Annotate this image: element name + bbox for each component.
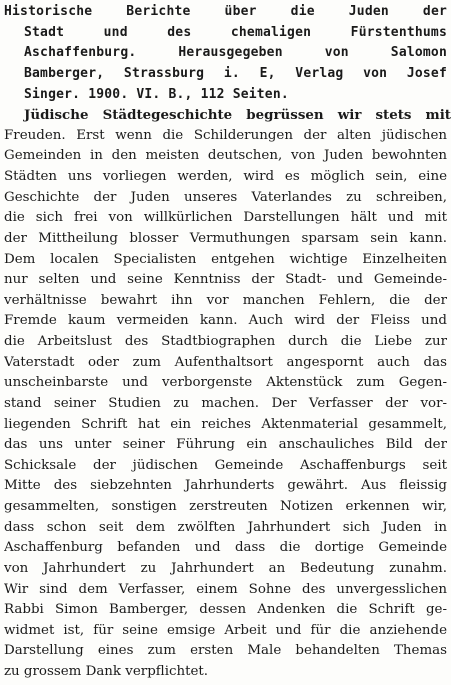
body-line-9: nur selten und seine Kenntniss der Stadt- und Gemeinde- [4, 272, 447, 288]
body-line-1: Jüdische Städtegeschichte begrüssen wir stets mit [24, 107, 451, 124]
body-line-27: Darstellung eines zum ersten Male behandelten Themas [4, 643, 447, 659]
body-line-3: Gemeinden in den meisten deutschen, von Juden bewohnten [4, 148, 447, 164]
body-line-26: widmet ist, für seine emsige Arbeit und für die anziehende [4, 622, 447, 638]
body-line-28: zu grossem Dank verpflichtet. [4, 664, 209, 679]
heading-line-2: Stadt und des chemaligen Fürstenthums [24, 24, 447, 40]
body-line-2: Freuden. Erst wenn die Schilderungen der alten jüdischen [4, 127, 447, 143]
body-line-16: liegenden Schrift hat ein reiches Aktenmaterial gesammelt, [4, 416, 447, 432]
heading-line-5: Singer. 1900. VI. B., 112 Seiten. [24, 86, 289, 102]
heading-line-1: Historische Berichte über die Juden der [4, 4, 447, 19]
body-line-25: Rabbi Simon Bamberger, dessen Andenken die Schrift ge- [4, 602, 447, 618]
body-line-7: der Mittheilung blosser Vermuthungen sparsam sein kann. [4, 230, 447, 246]
body-line-6: die sich frei von willkürlichen Darstellungen hält und mit [4, 210, 447, 226]
body-line-20: gesammelten, sonstigen zerstreuten Notizen erkennen wir, [4, 499, 447, 514]
body-line-11: Fremde kaum vermeiden kann. Auch wird der Fleiss und [4, 313, 447, 329]
body-line-17: das uns unter seiner Führung ein anschauliches Bild der [4, 437, 447, 453]
body-line-10: verhältnisse bewahrt ihn vor manchen Fehlern, die der [4, 292, 447, 308]
body-line-15: stand seiner Studien zu machen. Der Verfasser der vor- [4, 395, 447, 411]
body-line-4: Städten uns vorliegen werden, wird es möglich sein, eine [4, 169, 447, 184]
body-line-19: Mitte des siebzehnten Jahrhunderts gewährt. Aus fleissig [4, 478, 447, 494]
heading-line-3: Aschaffenburg. Herausgegeben von Salomon [24, 45, 447, 61]
body-line-12: die Arbeitslust des Stadtbiographen durch die Liebe zur [4, 334, 447, 349]
body-line-13: Vaterstadt oder zum Aufenthaltsort angespornt auch das [4, 354, 447, 370]
body-line-8: Dem localen Specialisten entgehen wichtige Einzelheiten [4, 251, 447, 267]
body-line-24: Wir sind dem Verfasser, einem Sohne des unvergesslichen [4, 581, 447, 597]
body-line-21: dass schon seit dem zwölften Jahrhundert sich Juden in [4, 519, 447, 535]
body-line-18: Schicksale der jüdischen Gemeinde Aschaffenburgs seit [4, 457, 447, 473]
body-line-14: unscheinbarste und verborgenste Aktenstück zum Gegen- [4, 375, 447, 391]
heading-line-4: Bamberger, Strassburg i. E, Verlag von Josef [24, 65, 447, 81]
body-line-5: Geschichte der Juden unseres Vaterlandes zu schreiben, [4, 189, 447, 205]
body-line-23: von Jahrhundert zu Jahrhundert an Bedeutung zunahm. [4, 560, 447, 576]
body-line-22: Aschaffenburg befanden und dass die dortige Gemeinde [4, 540, 447, 556]
